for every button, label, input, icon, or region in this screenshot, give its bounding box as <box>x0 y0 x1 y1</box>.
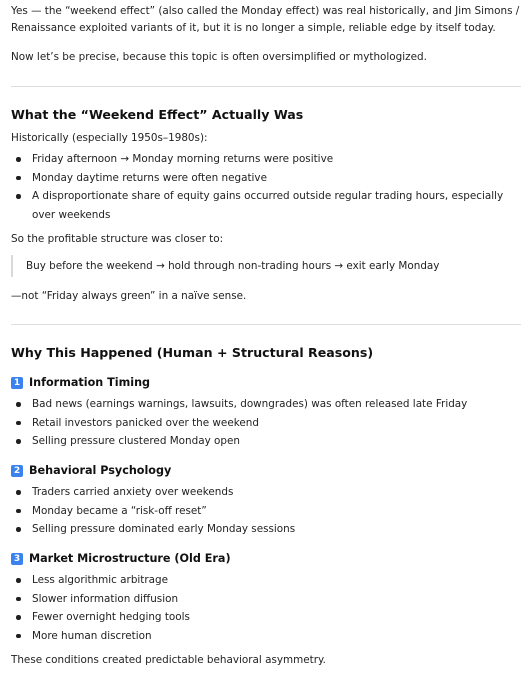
subsection-heading <box>11 463 171 479</box>
list-item: Monday daytime returns were often negative <box>11 169 521 188</box>
divider <box>11 324 521 325</box>
divider <box>11 86 521 87</box>
list-item: Traders carried anxiety over weekends <box>11 483 521 502</box>
list-item: Monday became a “risk-off reset” <box>11 502 521 521</box>
list-item: Friday afternoon → Monday morning returns were positive <box>11 150 521 169</box>
section-heading: Why This Happened (Human + Structural Reasons) <box>11 345 374 360</box>
conclusion-paragraph: These conditions created predictable behavioral asymmetry. <box>11 654 326 666</box>
subsection-heading <box>11 551 231 567</box>
list-item: Retail investors panicked over the weekend <box>11 414 521 433</box>
list-item: Selling pressure clustered Monday open <box>11 432 521 451</box>
intro-paragraph: Yes — the “weekend effect” (also called the Monday effect) was real historically, and Jim Simons / Renaissance exploited variants of it, but it is no longer a simple, reliable edge by itself today. <box>11 5 520 34</box>
number-2-icon: 2 <box>11 465 23 477</box>
bullet-list <box>11 483 521 539</box>
list-item: Bad news (earnings warnings, lawsuits, downgrades) was often released late Friday <box>11 395 521 414</box>
number-3-icon: 3 <box>11 553 23 565</box>
bullet-list <box>11 395 521 451</box>
subsection-title: Information Timing <box>29 376 151 389</box>
list-item: Selling pressure dominated early Monday sessions <box>11 520 521 539</box>
bullet-list <box>11 571 521 645</box>
list-item: A disproportionate share of equity gains occurred outside regular trading hours, especially over weekends <box>11 187 521 224</box>
structure-lead: So the profitable structure was closer to: <box>11 233 224 245</box>
list-item: Slower information diffusion <box>11 590 521 609</box>
list-item: Fewer overnight hedging tools <box>11 608 521 627</box>
subsection-title: Market Microstructure (Old Era) <box>29 552 231 565</box>
subsection-title: Behavioral Psychology <box>29 464 172 477</box>
bullet-list <box>11 150 521 224</box>
subsection-heading <box>11 375 150 391</box>
after-quote-text: —not “Friday always green” in a naïve sense. <box>11 290 247 302</box>
section-lead: Historically (especially 1950s–1980s): <box>11 132 208 144</box>
blockquote: Buy before the weekend → hold through non-trading hours → exit early Monday <box>11 255 521 277</box>
section-heading: What the “Weekend Effect” Actually Was <box>11 107 304 122</box>
list-item: More human discretion <box>11 627 521 646</box>
list-item: Less algorithmic arbitrage <box>11 571 521 590</box>
intro-paragraph-2: Now let’s be precise, because this topic is often oversimplified or mythologized. <box>11 51 427 63</box>
number-1-icon: 1 <box>11 377 23 389</box>
